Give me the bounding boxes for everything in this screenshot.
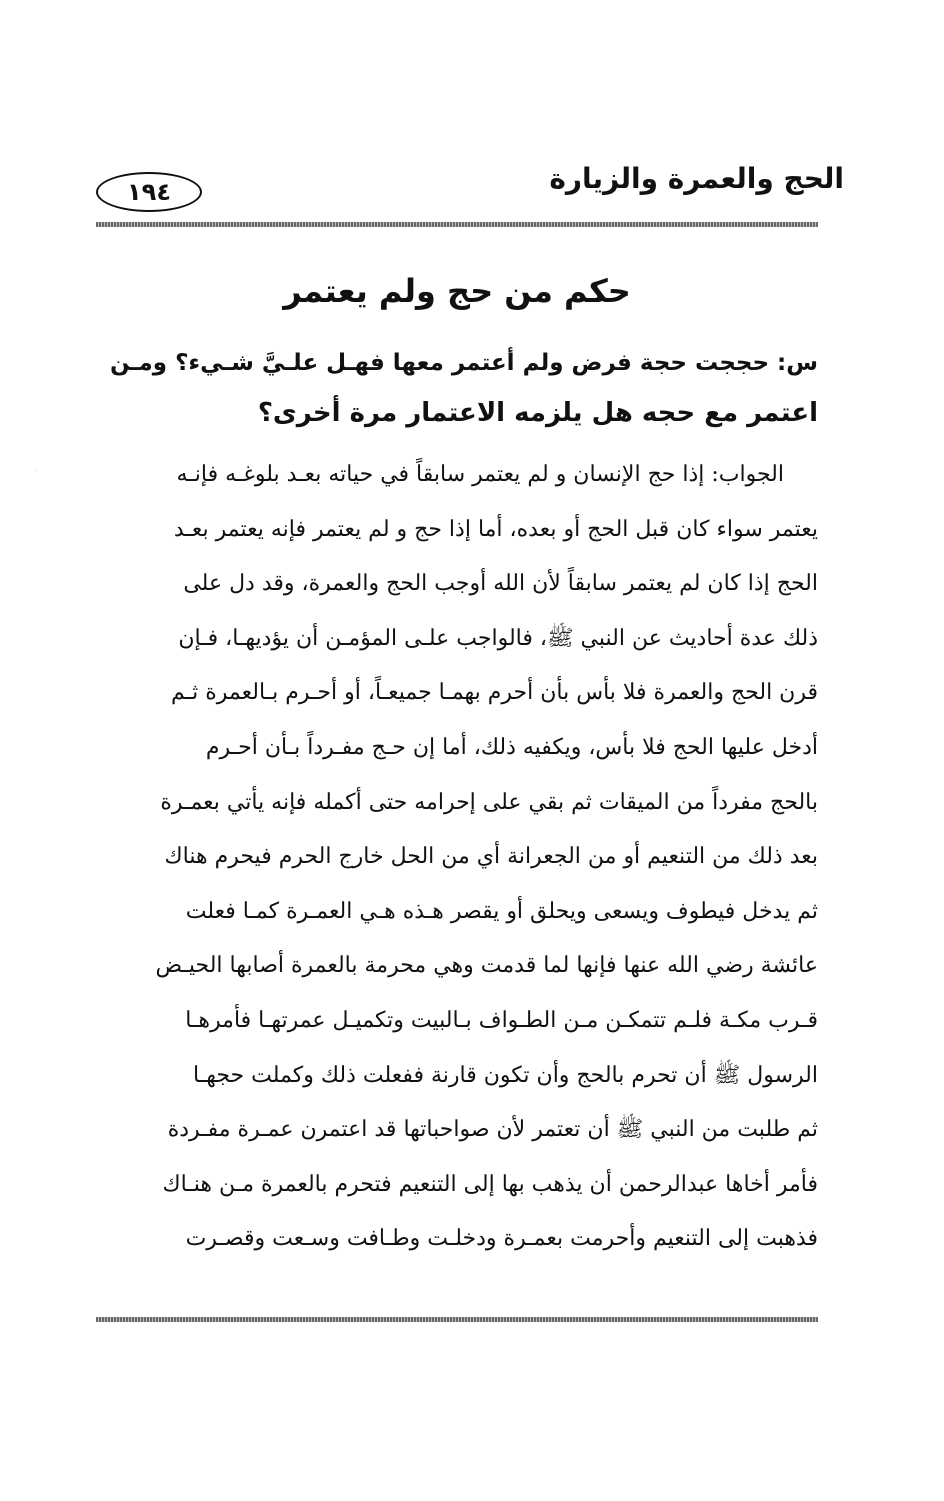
answer-line: ثم يدخل فيطوف ويسعى ويحلق أو يقصر هـذه هـي العمـرة كمـا فعلت <box>185 898 818 924</box>
answer-line: فذهبت إلى التنعيم وأحرمت بعمـرة ودخلـت وطـافت وسـعت وقصـرت <box>185 1226 818 1252</box>
answer-line: عائشة رضي الله عنها فإنها لما قدمت وهي محرمة بالعمرة أصابها الحيـض <box>155 953 818 979</box>
answer-block <box>96 448 818 1267</box>
answer-line: فأمر أخاها عبدالرحمن أن يذهب بها إلى التنعيم فتحرم بالعمرة مـن هنـاك <box>162 1171 818 1197</box>
answer-line: قـرب مكـة فلـم تتمكـن مـن الطـواف بـالبيت وتكميـل عمرتهـا فأمرهـا <box>185 1007 818 1033</box>
scan-speck <box>36 470 37 471</box>
answer-line: الحج إذا كان لم يعتمر سابقاً لأن الله أوجب الحج والعمرة، وقد دل على <box>183 571 818 597</box>
answer-line: بعد ذلك من التنعيم أو من الجعرانة أي من الحل خارج الحرم فيحرم هناك <box>164 844 818 870</box>
answer-line: يعتمر سواء كان قبل الحج أو بعده، أما إذا حج و لم يعتمر فإنه يعتمر بعـد <box>173 516 818 542</box>
answer-line: أدخل عليها الحج فلا بأس، ويكفيه ذلك، أما إن حـج مفـرداً بـأن أحـرم <box>205 734 818 760</box>
section-heading: حكم من حج ولم يعتمر <box>283 272 631 310</box>
page-number <box>96 172 202 212</box>
answer-line: ثم طلبت من النبي ﷺ أن تعتمر لأن صواحباتها قد اعتمرن عمـرة مفـردة <box>167 1117 818 1143</box>
answer-line: ذلك عدة أحاديث عن النبي ﷺ، فالواجب علـى المؤمـن أن يؤديهـا، فـإن <box>178 625 818 651</box>
header-divider <box>96 222 818 227</box>
answer-line: الجواب: إذا حج الإنسان و لم يعتمر سابقاً في حياته بعـد بلوغـه فإنـه <box>176 462 784 487</box>
answer-line: بالحج مفرداً من الميقات ثم بقي على إحرامه حتى أكمله فإنه يأتي بعمـرة <box>160 789 818 815</box>
answer-line: قرن الحج والعمرة فلا بأس بأن أحرم بهمـا جميعـاً، أو أحـرم بـالعمرة ثـم <box>171 680 818 706</box>
question-line: س: حججت حجة فرض ولم أعتمر معها فهـل علـيَّ شـيء؟ ومـن <box>109 350 818 376</box>
question-line: اعتمر مع حجه هل يلزمه الاعتمار مرة أخرى؟ <box>257 398 818 428</box>
question-block <box>96 338 818 438</box>
footer-divider <box>96 1317 818 1322</box>
answer-line: الرسول ﷺ أن تحرم بالحج وأن تكون قارنة ففعلت ذلك وكملت حجهـا <box>193 1062 818 1088</box>
running-title: الحج والعمرة والزيارة <box>549 162 844 195</box>
page-number-text: ١٩٤ <box>127 178 171 206</box>
